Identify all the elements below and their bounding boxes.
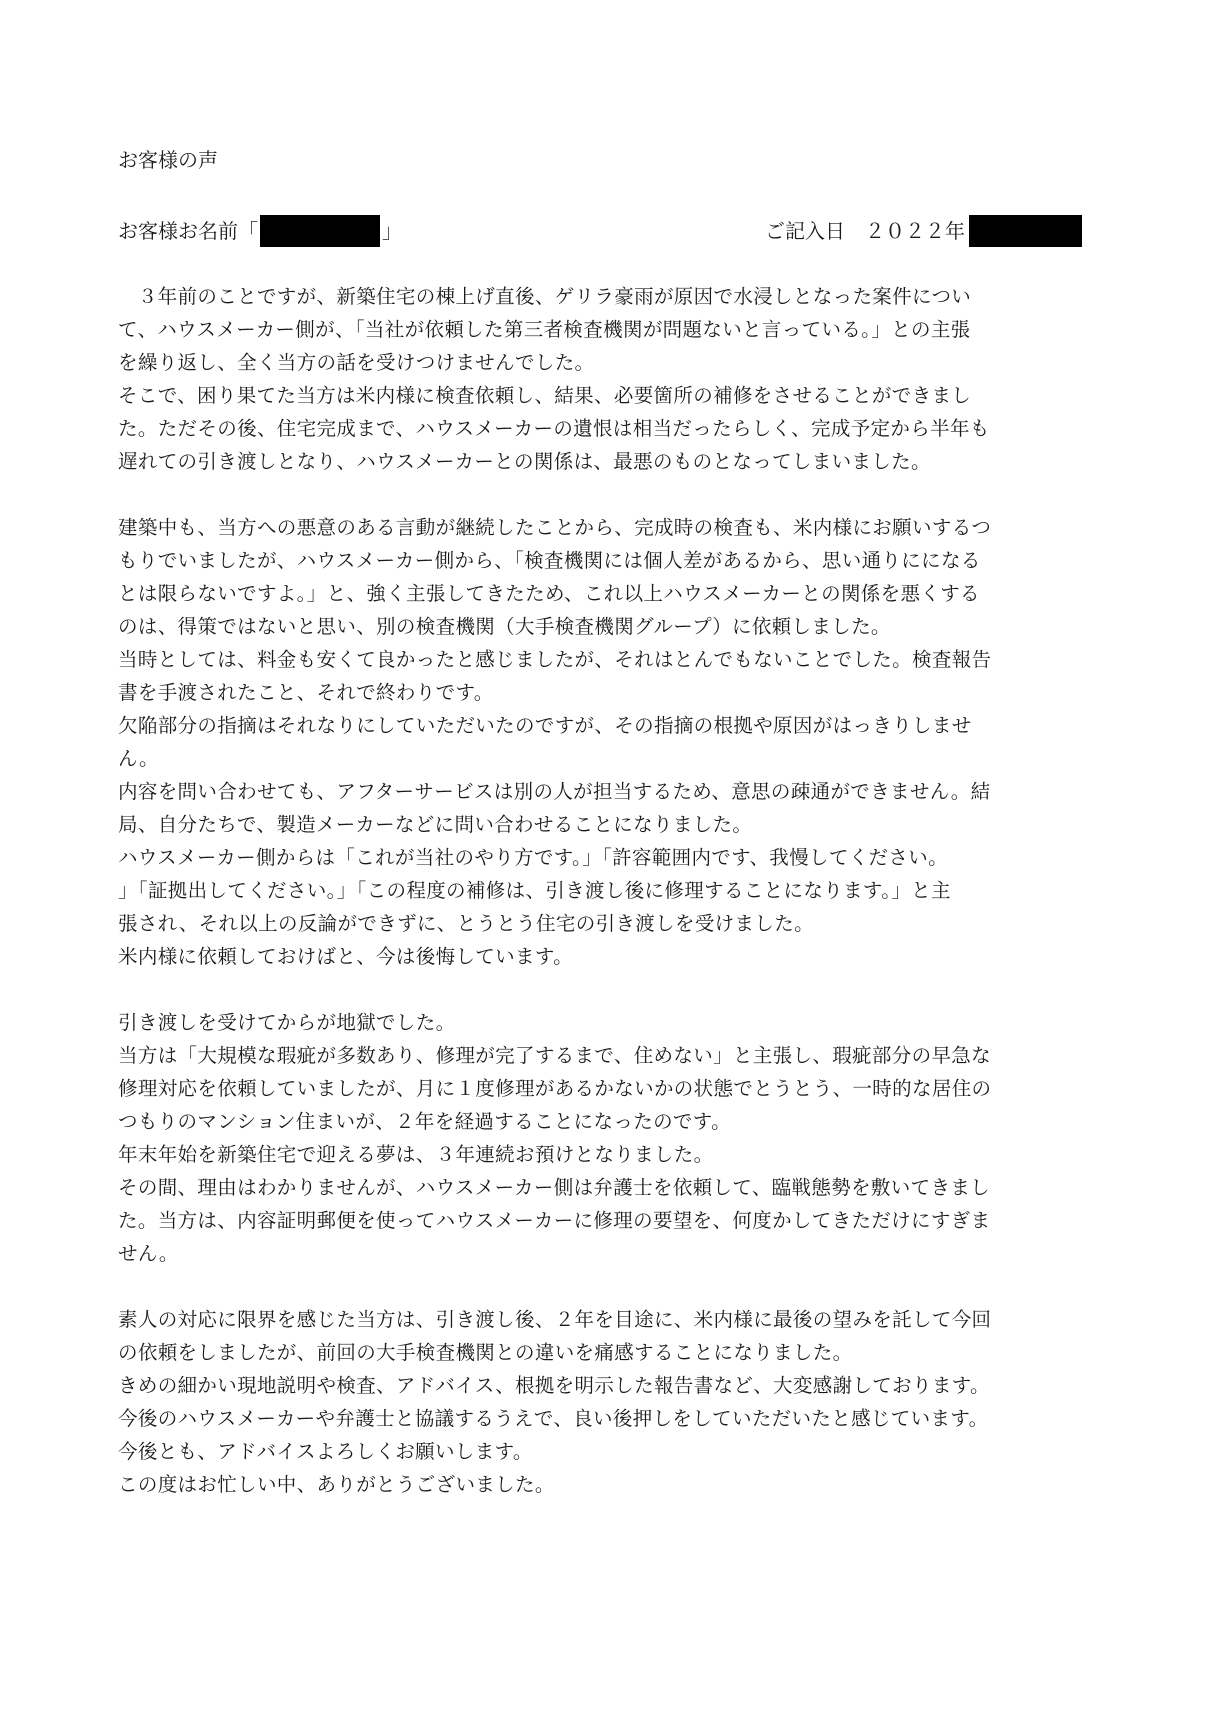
entry-date-label: ご記入日 ２０２２年 — [765, 219, 965, 243]
body-line: て、ハウスメーカー側が、「当社が依頼した第三者検査機関が問題ないと言っている。」との主張 — [118, 318, 971, 341]
body-line: た。ただその後、住宅完成まで、ハウスメーカーの遺恨は相当だったらしく、完成予定から半年も — [118, 417, 990, 440]
body-line: のは、得策ではないと思い、別の検査機関（大手検査機関グループ）に依頼しました。 — [118, 615, 891, 638]
customer-name-label: お客様お名前「 — [118, 219, 258, 243]
body-line: 建築中も、当方への悪意のある言動が継続したことから、完成時の検査も、米内様にお願いするつ — [118, 516, 992, 539]
body-line: 当時としては、料金も安くて良かったと感じましたが、それはとんでもないことでした。検査報告 — [118, 648, 992, 671]
body-line: とは限らないですよ。」と、強く主張してきたため、これ以上ハウスメーカーとの関係を悪くする — [118, 582, 980, 605]
body-line: その間、理由はわかりませんが、ハウスメーカー側は弁護士を依頼して、臨戦態勢を敷いてきまし — [118, 1176, 991, 1199]
body-line: 修理対応を依頼していましたが、月に１度修理があるかないかの状態でとうとう、一時的な居住の — [118, 1077, 992, 1100]
document-title: お客様の声 — [118, 148, 218, 172]
body-line: 米内様に依頼しておけばと、今は後悔しています。 — [118, 945, 573, 968]
customer-name-row — [118, 215, 402, 247]
body-line: 遅れての引き渡しとなり、ハウスメーカーとの関係は、最悪のものとなってしまいました。 — [118, 450, 931, 473]
body-line: 引き渡しを受けてからが地獄でした。 — [118, 1011, 456, 1034]
body-line: せん。 — [118, 1242, 179, 1265]
body-line: た。当方は、内容証明郵便を使ってハウスメーカーに修理の要望を、何度かしてきただけにすぎま — [118, 1209, 991, 1232]
body-line: 今後とも、アドバイスよろしくお願いします。 — [118, 1440, 533, 1463]
body-line: そこで、困り果てた当方は米内様に検査依頼し、結果、必要箇所の補修をさせることができまし — [118, 384, 972, 407]
body-line: を繰り返し、全く当方の話を受けつけませんでした。 — [118, 351, 595, 374]
testimonial-body — [118, 280, 1106, 1501]
body-line: の依頼をしましたが、前回の大手検査機関との違いを痛感することになりました。 — [118, 1341, 853, 1364]
body-line: 当方は「大規模な瑕疵が多数あり、修理が完了するまで、住めない」と主張し、瑕疵部分の早急な — [118, 1044, 992, 1067]
body-line: もりでいましたが、ハウスメーカー側から、「検査機関には個人差があるから、思い通りにになる — [118, 549, 981, 572]
body-line: 年末年始を新築住宅で迎える夢は、３年連続お預けとなりました。 — [118, 1143, 714, 1166]
body-line: 」「証拠出してください。」「この程度の補修は、引き渡し後に修理することになります。」と主 — [118, 879, 951, 902]
body-line: ３年前のことですが、新築住宅の棟上げ直後、ゲリラ豪雨が原因で水浸しとなった案件につい — [118, 285, 972, 308]
redacted-entry-date — [969, 215, 1082, 247]
redacted-customer-name — [260, 215, 380, 247]
customer-name-close-bracket: 」 — [382, 219, 402, 243]
body-line: つもりのマンション住まいが、２年を経過することになったのです。 — [118, 1110, 731, 1133]
paragraph-gap — [118, 478, 1106, 511]
body-line: きめの細かい現地説明や検査、アドバイス、根拠を明示した報告書など、大変感謝しております。 — [118, 1374, 990, 1397]
body-line: 書を手渡されたこと、それで終わりです。 — [118, 681, 494, 704]
body-line: 今後のハウスメーカーや弁護士と協議するうえで、良い後押しをしていただいたと感じています。 — [118, 1407, 989, 1430]
body-line: 張され、それ以上の反論ができずに、とうとう住宅の引き渡しを受けました。 — [118, 912, 814, 935]
entry-date-row — [765, 215, 1082, 247]
paragraph-gap — [118, 973, 1106, 1006]
body-line: この度はお忙しい中、ありがとうございました。 — [118, 1473, 555, 1496]
paragraph-gap — [118, 1270, 1106, 1303]
body-line: 内容を問い合わせても、アフターサービスは別の人が担当するため、意思の疎通ができません。結 — [118, 780, 991, 803]
body-line: ん。 — [118, 747, 159, 770]
body-line: ハウスメーカー側からは「これが当社のやり方です。」「許容範囲内です、我慢してください。 — [118, 846, 948, 869]
body-line: 素人の対応に限界を感じた当方は、引き渡し後、２年を目途に、米内様に最後の望みを託して今回 — [118, 1308, 992, 1331]
body-line: 欠陥部分の指摘はそれなりにしていただいたのですが、その指摘の根拠や原因がはっきりしませ — [118, 714, 972, 737]
body-line: 局、自分たちで、製造メーカーなどに問い合わせることになりました。 — [118, 813, 753, 836]
